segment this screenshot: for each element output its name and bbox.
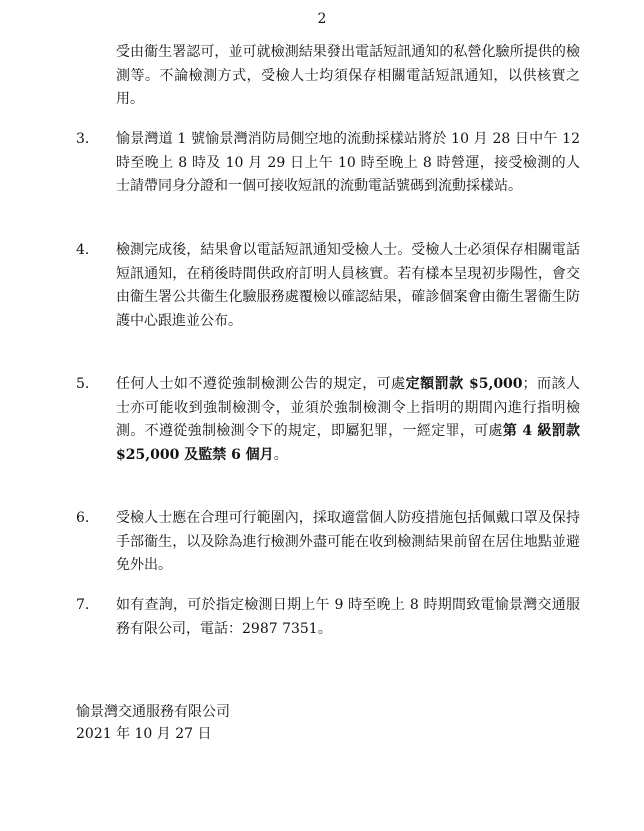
paragraph-6 <box>76 507 580 578</box>
fixed-penalty-text: 定額罰款 $5,000 <box>405 376 523 392</box>
paragraph-number: 3. <box>76 131 90 147</box>
paragraph-text <box>116 373 580 467</box>
paragraph-number: 7. <box>76 597 90 613</box>
paragraph-text: 如有查詢，可於指定檢測日期上午 9 時至晚上 8 時期間致電愉景灣交通服務有限公司，電話：2987 7351。 <box>116 597 580 637</box>
paragraph-number: 6. <box>76 510 90 526</box>
text-segment: ；而該人士亦可能收到強制檢測令，並須於強制檢測令上指明的期間內進行指明檢測。不遵從強制檢測令下的規定，即屬犯罪，一經定罪，可處 <box>116 376 580 439</box>
text-segment: 任何人士如不遵從強制檢測公告的規定，可處 <box>116 376 406 392</box>
paragraph-text: 受檢人士應在合理可行範圍內，採取適當個人防疫措施包括佩戴口罩及保持手部衞生，以及除為進行檢測外盡可能在收到檢測結果前留在居住地點並避免外出。 <box>116 510 580 573</box>
signature-date: 2021 年 10 月 27 日 <box>76 726 212 742</box>
paragraph-number: 5. <box>76 376 90 392</box>
paragraph-number: 4. <box>76 242 90 258</box>
page-number: 2 <box>317 11 327 27</box>
paragraph-text: 檢測完成後，結果會以電話短訊通知受檢人士。受檢人士必須保存相關電話短訊通知，在稍後時間供政府訂明人員核實。若有樣本呈現初步陽性，會交由衞生署公共衞生化驗服務處覆檢以確認結果，確診個案會由衞生署衞生防護中心跟進並公布。 <box>116 242 580 329</box>
paragraph-text: 愉景灣道 1 號愉景灣消防局側空地的流動採樣站將於 10 月 28 日中午 12 時至晚上 8 時及 10 月 29 日上午 10 時至晚上 8 時營運，接受檢測的人士請帶同身分證和一個可接收短訊的流動電話號碼到流動採樣站。 <box>116 131 580 194</box>
paragraph-4 <box>76 239 580 333</box>
paragraph-7 <box>76 594 580 641</box>
intro-paragraph: 受由衞生署認可，並可就檢測結果發出電話短訊通知的私營化驗所提供的檢測等。不論檢測方式，受檢人士均須保存相關電話短訊通知，以供核實之用。 <box>116 44 580 107</box>
signature-company: 愉景灣交通服務有限公司 <box>76 704 230 720</box>
paragraph-3 <box>76 128 580 199</box>
paragraph-5 <box>76 373 580 467</box>
level-4-fine-text: 第 4 級罰款$25,000 及監禁 6 個月 <box>116 423 580 463</box>
text-segment: 。 <box>273 446 288 463</box>
